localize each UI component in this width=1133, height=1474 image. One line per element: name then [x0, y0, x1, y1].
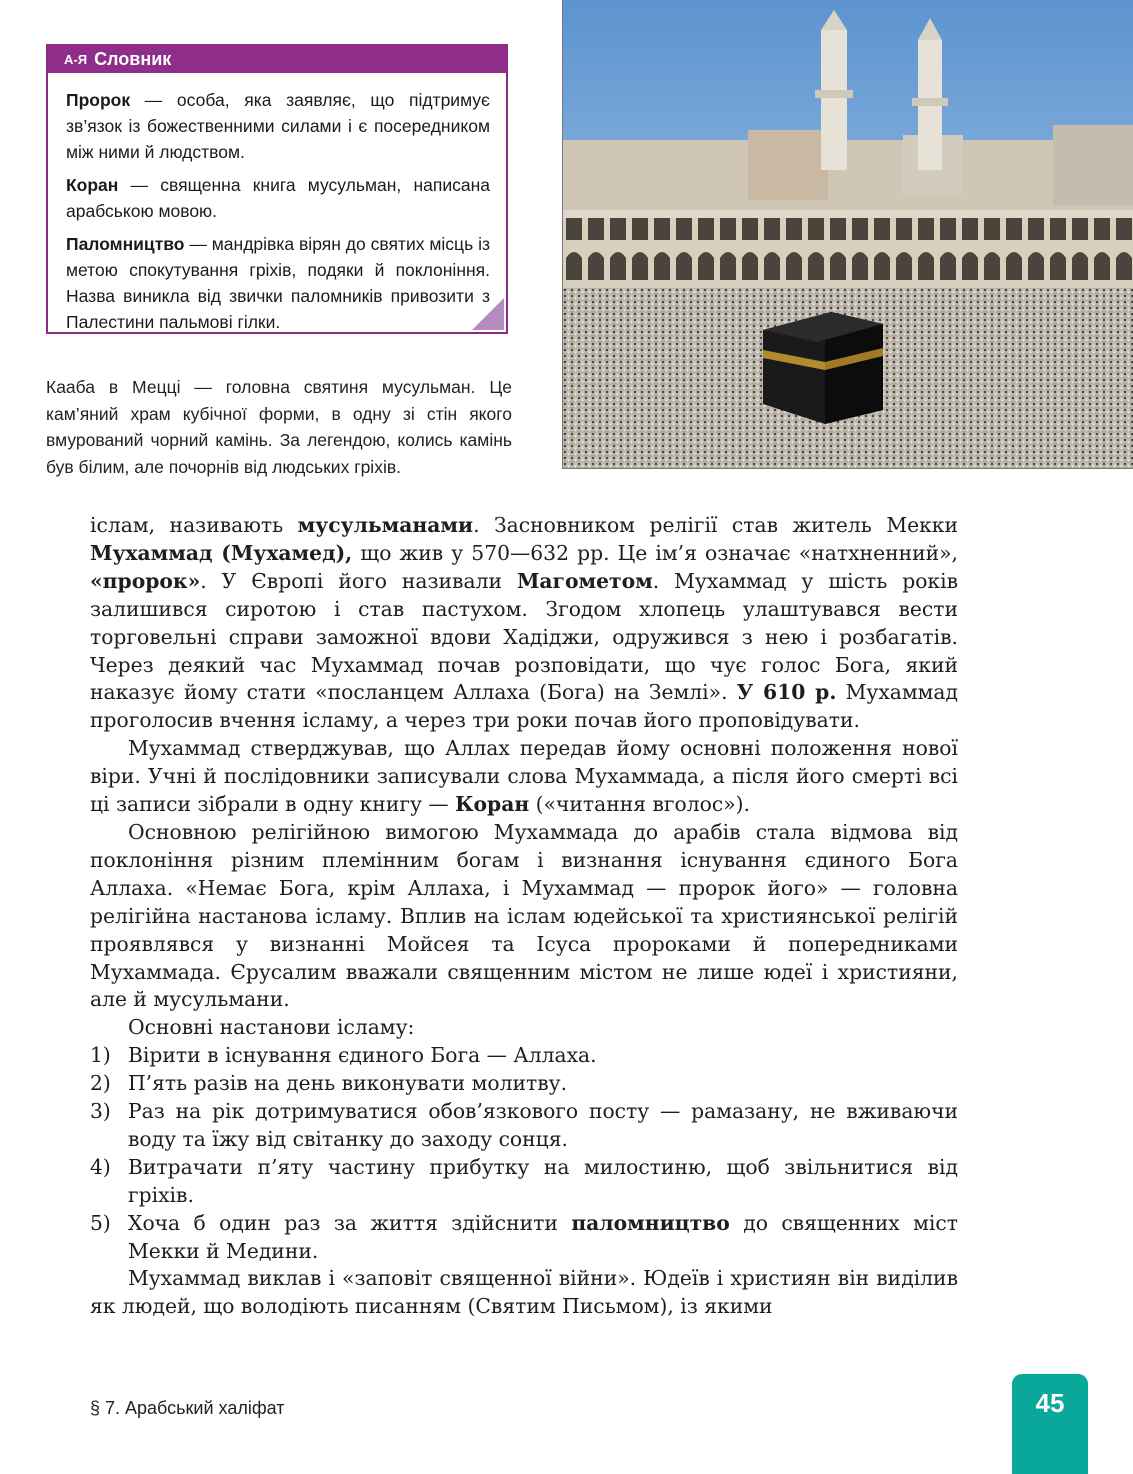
section-footer: § 7. Арабський халіфат	[90, 1398, 285, 1418]
photo-caption: Кааба в Мецці — головна святиня мусульман. Це кам’яний храм кубічної форми, в одну зі стін якого вмурований чорний камінь. За легендою, колись камінь був білим, але почорнів від людських гріхів.	[46, 377, 512, 477]
bold-term: У 610 р.	[736, 680, 837, 705]
glossary-term: Пророк	[66, 90, 131, 110]
list-text: Хоча б один раз за життя здійснити	[128, 1210, 572, 1235]
list-text: Раз на рік дотримуватися обов’язкового посту — рамазану, не вживаючи воду та їжу від світанку до заходу сонця.	[128, 1099, 958, 1151]
main-text	[90, 512, 958, 1321]
text-run: Мухаммад стверджував, що Аллах передав йому основні положення нової віри. Учні й послідовники записували слова Мухаммада, а після його смерті всі ці записи зібрали в одну книгу —	[90, 736, 958, 817]
glossary-definition: — особа, яка заявляє, що підтримує зв’язок із божественними силами і є посередником між ними й людством.	[66, 90, 490, 162]
text-run: що жив у 570—632 рр. Це ім’я означає «натхненний»,	[352, 540, 959, 565]
glossary-entry	[66, 87, 490, 165]
list-text: до священних міст Мекки й Медини.	[128, 1210, 958, 1263]
list-text: Витрачати п’яту частину прибутку на милостиню, щоб звільнитися від гріхів.	[128, 1154, 958, 1207]
glossary-definition: — священна книга мусульман, написана арабською мовою.	[66, 175, 490, 221]
text-run: («читання вголос»).	[529, 792, 750, 817]
glossary-title: Словник	[94, 49, 172, 69]
bold-term: Магометом	[516, 568, 653, 593]
list-text: П’ять разів на день виконувати молитву.	[128, 1071, 568, 1096]
kaaba-photo	[562, 0, 1133, 469]
list-item	[90, 1070, 958, 1098]
text-run: . Мухаммад у шість років залишився сиротою і став пастухом. Згодом хлопець улаштувався вести торговельні справи заможної вдови Хадіджи, одружився з нею і розбагатів. Через деякий час Мухаммад почав розповідати, що чує голос Бога, який наказує йому стати «посланцем Аллаха (Бога) на Землі».	[90, 568, 959, 705]
glossary-term: Паломництво	[66, 234, 185, 254]
list-number: 2)	[90, 1071, 111, 1096]
paragraph: Основною релігійною вимогою Мухаммада до арабів стала відмова від поклоніння різним племінним богам і визнання існування єдиного Бога Аллаха. «Немає Бога, крім Аллаха, і Мухаммад — пророк його» — головна релігійна настанова ісламу. Вплив на іслам юдейської та християнської релігій проявлявся у визнанні Мойсея та Ісуса пророками й попередниками Мухаммада. Єрусалим вважали священним містом не лише юдеї і християни, але й мусульмани.	[90, 819, 958, 1012]
glossary-body	[48, 73, 506, 335]
list-number: 5)	[90, 1210, 111, 1235]
glossary-entry	[66, 172, 490, 224]
glossary-entry	[66, 231, 490, 335]
bold-term: мусульманами	[297, 513, 474, 537]
list-item	[90, 1210, 958, 1266]
glossary-header	[48, 46, 506, 73]
text-run: Мухаммад проголосив вчення ісламу, а через три роки почав його проповідувати.	[90, 680, 958, 733]
page-curl-corner	[472, 298, 504, 330]
glossary-box	[46, 44, 508, 334]
page-number: 45	[1012, 1374, 1088, 1474]
alphabet-icon: А-Я	[64, 52, 88, 67]
glossary-term: Коран	[66, 175, 119, 195]
text-run: . Засновником релігії став житель Мекки	[473, 513, 958, 537]
bold-term: паломництво	[571, 1210, 730, 1235]
list-item	[90, 1154, 958, 1210]
text-run: . У Європі його називали	[200, 568, 517, 593]
bold-term: Коран	[455, 792, 530, 817]
list-item	[90, 1042, 958, 1070]
paragraph	[90, 735, 958, 819]
paragraph: Мухаммад виклав і «заповіт священної війни». Юдеїв і християн він виділив як людей, що володіють писанням (Святим Письмом), із якими	[90, 1266, 958, 1319]
list-number: 3)	[90, 1099, 111, 1124]
bold-term: «пророк»	[90, 568, 201, 593]
principles-list	[90, 1042, 958, 1265]
paragraph: Основні настанови ісламу:	[128, 1015, 415, 1040]
bold-term: Мухаммад (Мухамед),	[90, 540, 353, 565]
list-number: 4)	[90, 1154, 111, 1179]
text-run: іслам, називають	[90, 513, 298, 537]
list-text: Вірити в існування єдиного Бога — Аллаха.	[128, 1043, 597, 1068]
paragraph	[90, 512, 958, 735]
glossary-definition: — мандрівка вірян до святих місць із метою спокутування гріхів, подяки й поклоніння. Назва виникла від звички паломників привозити з Палестини пальмові гілки.	[66, 234, 490, 332]
list-number: 1)	[90, 1043, 111, 1068]
list-item	[90, 1098, 958, 1154]
